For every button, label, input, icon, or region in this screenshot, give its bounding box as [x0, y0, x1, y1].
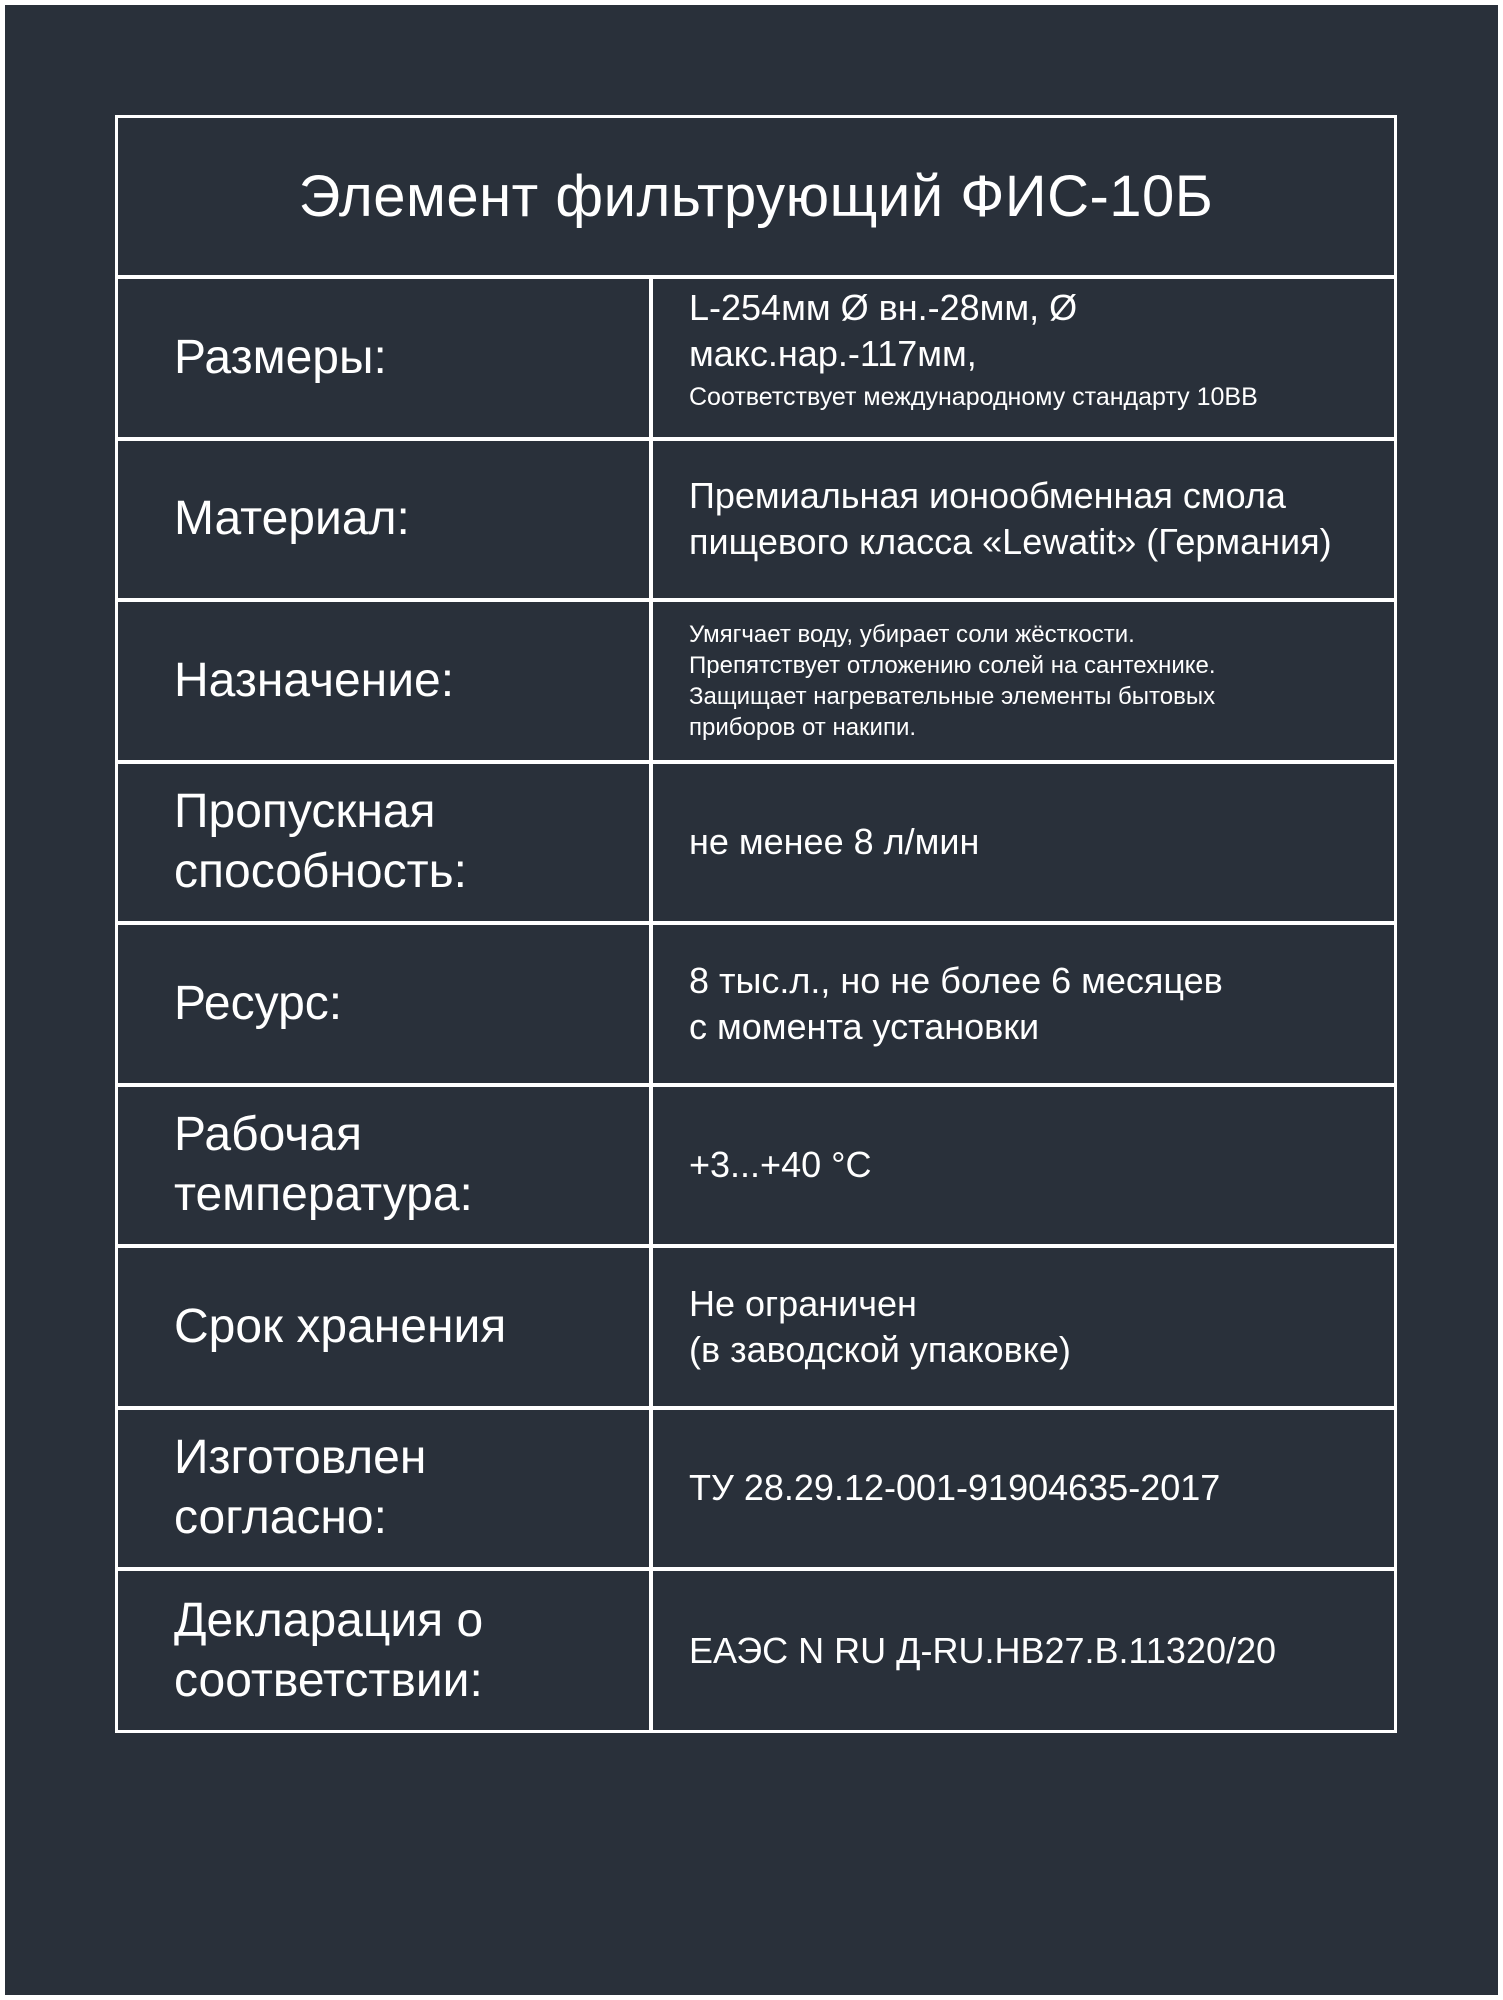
spec-value — [653, 1248, 1394, 1406]
spec-row-purpose — [118, 602, 1394, 764]
spec-value-line: (в заводской упаковке) — [689, 1328, 1071, 1370]
spec-value-line: Не ограничен — [689, 1282, 917, 1324]
spec-value-line: Умягчает воду, убирает соли жёсткости. — [689, 620, 1135, 648]
spec-label-text: Изготовлен согласно: — [174, 1431, 427, 1545]
spec-label-text: Декларация о соответствии: — [174, 1593, 484, 1707]
spec-label — [118, 925, 653, 1083]
spec-card — [5, 5, 1498, 1995]
spec-value — [653, 764, 1394, 922]
spec-label-text: Назначение: — [174, 653, 455, 707]
spec-label — [118, 1248, 653, 1406]
spec-row-manufactured — [118, 1410, 1394, 1572]
spec-table — [115, 115, 1397, 1733]
spec-row-shelf-life — [118, 1248, 1394, 1410]
spec-row-resource — [118, 925, 1394, 1087]
spec-value — [653, 1571, 1394, 1731]
spec-value-line: приборов от накипи. — [689, 713, 917, 741]
spec-value-line: Премиальная ионообменная смола — [689, 475, 1286, 517]
spec-label-text: Размеры: — [174, 330, 387, 384]
spec-value — [653, 279, 1394, 437]
spec-value-line: пищевого класса «Lewatit» (Германия) — [689, 521, 1332, 563]
spec-label-text: Срок хранения — [174, 1299, 507, 1353]
spec-value-line: +3...+40 °С — [689, 1144, 872, 1186]
spec-value-line: с момента установки — [689, 1005, 1040, 1047]
spec-row-throughput — [118, 764, 1394, 926]
spec-value-line: Препятствует отложению солей на сантехнике. — [689, 651, 1216, 679]
spec-label — [118, 764, 653, 922]
spec-label — [118, 279, 653, 437]
spec-row-material — [118, 441, 1394, 603]
spec-value-line: ЕАЭС N RU Д-RU.НВ27.В.11320/20 — [689, 1629, 1277, 1671]
spec-value-line: 8 тыс.л., но не более 6 месяцев — [689, 959, 1223, 1001]
spec-value-line: Соответствует международному стандарту 10ВВ — [689, 382, 1258, 411]
spec-label — [118, 602, 653, 760]
spec-row-declaration — [118, 1571, 1394, 1731]
title-row — [118, 118, 1394, 279]
spec-row-dimensions — [118, 279, 1394, 441]
spec-label — [118, 1410, 653, 1568]
spec-value — [653, 1410, 1394, 1568]
spec-value-line: Защищает нагревательные элементы бытовых — [689, 682, 1216, 710]
spec-value-line: ТУ 28.29.12-001-91904635-2017 — [689, 1467, 1221, 1509]
spec-label — [118, 1571, 653, 1731]
spec-value — [653, 602, 1394, 760]
spec-value — [653, 1087, 1394, 1245]
spec-rows — [118, 279, 1394, 1731]
spec-label-text: Материал: — [174, 492, 410, 546]
spec-value-line: не менее 8 л/мин — [689, 821, 980, 863]
spec-value — [653, 441, 1394, 599]
spec-label-text: Ресурс: — [174, 976, 343, 1030]
spec-label — [118, 441, 653, 599]
spec-value — [653, 925, 1394, 1083]
spec-label-text: Рабочая температура: — [174, 1108, 473, 1222]
spec-label — [118, 1087, 653, 1245]
spec-value-line: L-254мм Ø вн.-28мм, Ø макс.нар.-117мм, — [689, 286, 1078, 374]
spec-label-text: Пропускная способность: — [174, 785, 467, 899]
spec-row-temperature — [118, 1087, 1394, 1249]
product-title: Элемент фильтрующий ФИС-10Б — [298, 164, 1214, 229]
